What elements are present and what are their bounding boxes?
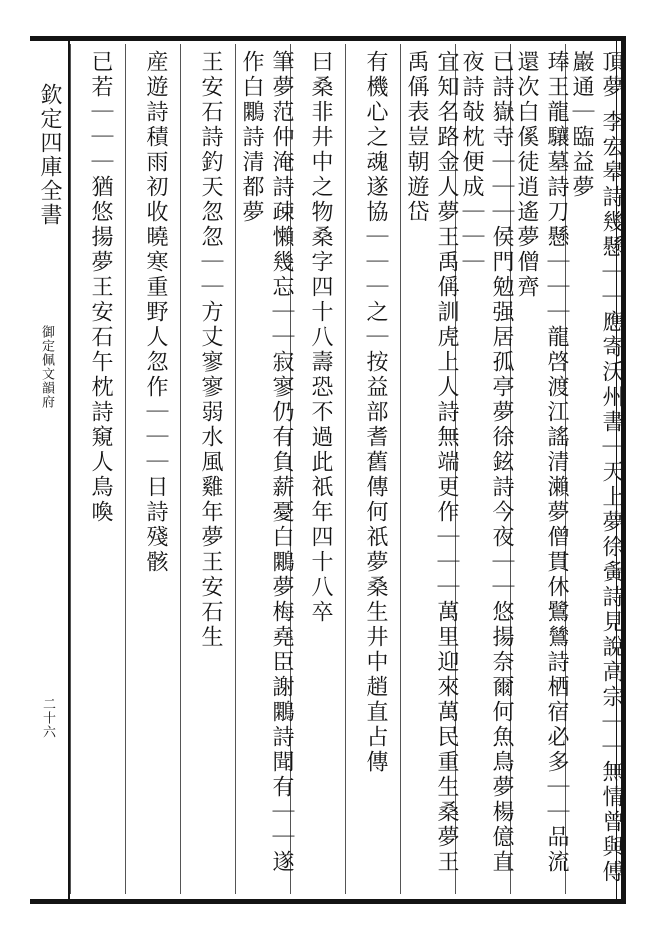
- column-text: 琫王龍驤墓詩刀懸｜｜｜龍啓渡江謠清瀨夢僧貫休鷺鷥詩栖宿必多｜｜品流還次白傒徒逍遙夢僧齊: [514, 50, 569, 875]
- page-number: 二十六: [40, 697, 55, 739]
- text-column-7: [235, 44, 294, 894]
- column-text: 王安石詩釣天忽忽｜｜方丈寥寥弱水風雞年夢王安石生: [198, 50, 223, 650]
- text-column-8: [180, 44, 239, 894]
- text-column-1: [565, 44, 624, 894]
- column-text: 産遊詩積雨初收曉寒重野人忽作｜｜｜日詩殘骸: [143, 50, 168, 575]
- text-column-5: [345, 44, 404, 894]
- text-column-2: [510, 44, 569, 894]
- text-column-3: [455, 44, 514, 894]
- text-column-6: [290, 44, 349, 894]
- column-text: 宜知名路金人夢王禹偁訓虎上人詩無端更作｜｜｜萬里迎來萬民重生桑夢王禹偁表豈朝遊岱: [404, 50, 459, 875]
- column-text: 已詩嶽寺｜｜｜侯門勉强居孤亭夢徐鉉詩今夜｜｜悠揚奈爾何魚鳥夢楊億直夜詩敧枕便成｜｜｜: [459, 50, 514, 875]
- column-text: 頂夢 李宏皋詩幾懸｜｜應寄沃州書｜天上夢徐夤詩見說高宗｜｜無情曾與傅巖通｜臨益夢: [569, 50, 624, 885]
- column-text: 曰桑非井中之物桑字四十八壽恐不過此祇年四十八卒: [308, 50, 333, 625]
- text-column-4: [400, 44, 459, 894]
- volume-title: 御定佩文韻府: [39, 325, 54, 409]
- column-text: 筆夢范仲淹詩疎懶幾忘｜｜寂寥仍有負薪憂白鷴夢梅堯臣謝鷴詩聞有｜｜遂作白鷴詩清都夢: [239, 50, 294, 875]
- margin-strip: [30, 41, 70, 899]
- book-title: 欽定四庫全書: [37, 83, 62, 227]
- column-text: 有機心之魂遂協｜｜｜之｜按益部耆舊傳何祇夢桑生井中趙直占傳: [363, 50, 388, 775]
- column-text: 已若｜｜｜猶悠揚夢王安石午枕詩窺人鳥喚: [88, 50, 113, 525]
- text-column-9: [125, 44, 184, 894]
- text-column-10: [70, 44, 129, 894]
